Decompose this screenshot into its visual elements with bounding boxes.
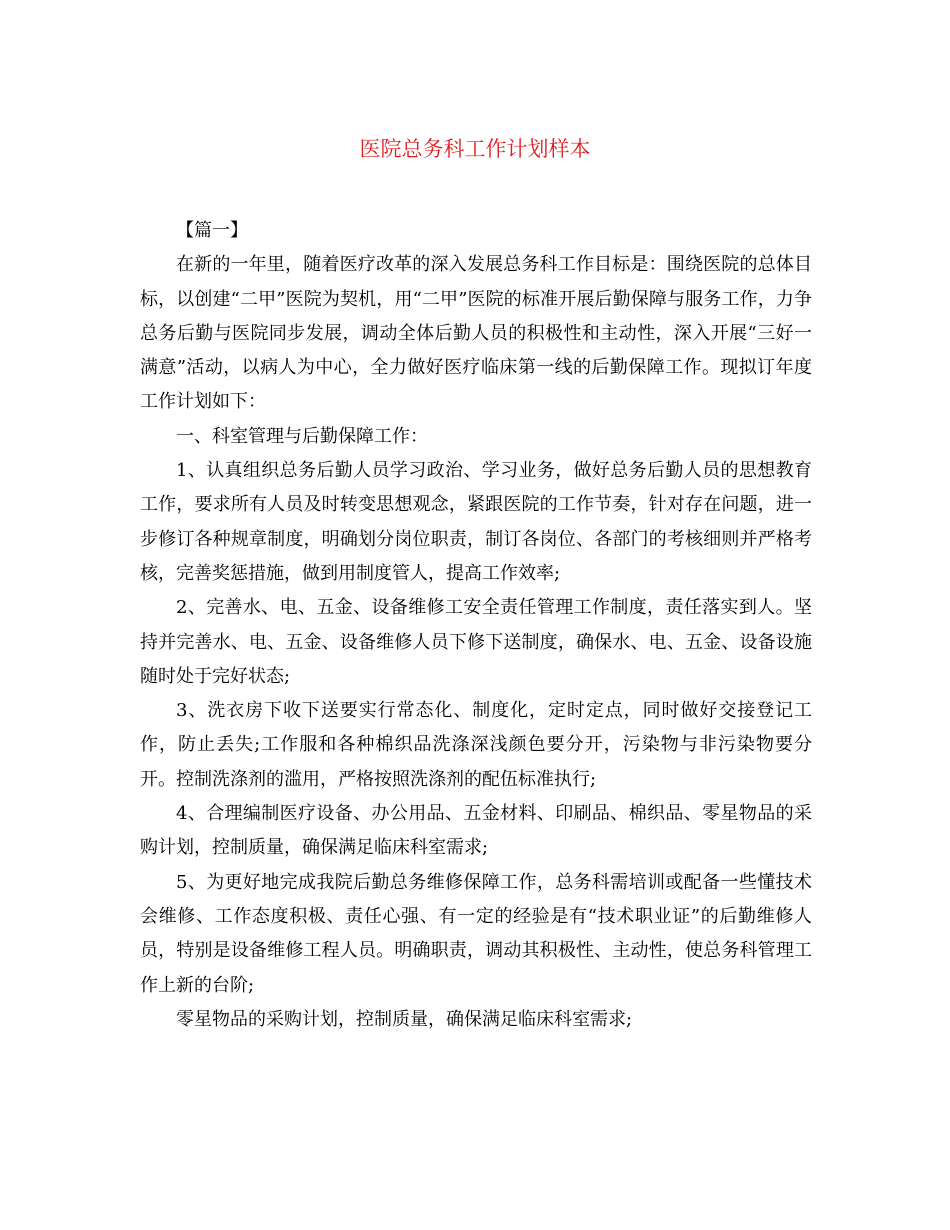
subsection-heading: 一、科室管理与后勤保障工作： <box>176 425 428 447</box>
item-paragraph-2: 2、完善水、电、五金、设备维修工安全责任管理工作制度，责任落实到人。坚持并完善水、电、五金、设备维修人员下修下送制度，确保水、电、五金、设备设施随时处于完好状态; <box>140 597 812 687</box>
document-title: 医院总务科工作计划样本 <box>359 137 591 161</box>
document-body <box>140 214 812 1037</box>
trailing-paragraph: 零星物品的采购计划，控制质量，确保满足临床科室需求; <box>176 1008 633 1030</box>
item-paragraph-1: 1、认真组织总务后勤人员学习政治、学习业务，做好总务后勤人员的思想教育工作，要求所有人员及时转变思想观念，紧跟医院的工作节奏，针对存在问题，进一步修订各种规章制度，明确划分岗位职责，制订各岗位、各部门的考核细则并严格考核，完善奖惩措施，做到用制度管人，提高工作效率; <box>140 460 812 584</box>
intro-paragraph: 在新的一年里，随着医疗改革的深入发展总务科工作目标是：围绕医院的总体目标，以创建“二甲”医院为契机，用“二甲”医院的标准开展后勤保障与服务工作，力争总务后勤与医院同步发展，调动全体后勤人员的积极性和主动性，深入开展“三好一满意”活动，以病人为中心，全力做好医疗临床第一线的后勤保障工作。现拟订年度工作计划如下： <box>140 254 812 413</box>
item-paragraph-5: 5、为更好地完成我院后勤总务维修保障工作，总务科需培训或配备一些懂技术会维修、工作态度积极、责任心强、有一定的经验是有“技术职业证”的后勤维修人员，特别是设备维修工程人员。明确职责，调动其积极性、主动性，使总务科管理工作上新的台阶; <box>140 871 812 996</box>
section-heading: 【篇一】 <box>176 220 248 241</box>
item-paragraph-4: 4、合理编制医疗设备、办公用品、五金材料、印刷品、棉织品、零星物品的采购计划，控制质量，确保满足临床科室需求; <box>140 803 812 859</box>
item-paragraph-3: 3、洗衣房下收下送要实行常态化、制度化，定时定点，同时做好交接登记工作，防止丢失;工作服和各种棉织品洗涤深浅颜色要分开，污染物与非污染物要分开。控制洗涤剂的滥用，严格按照洗涤剂的配伍标准执行; <box>140 700 812 790</box>
